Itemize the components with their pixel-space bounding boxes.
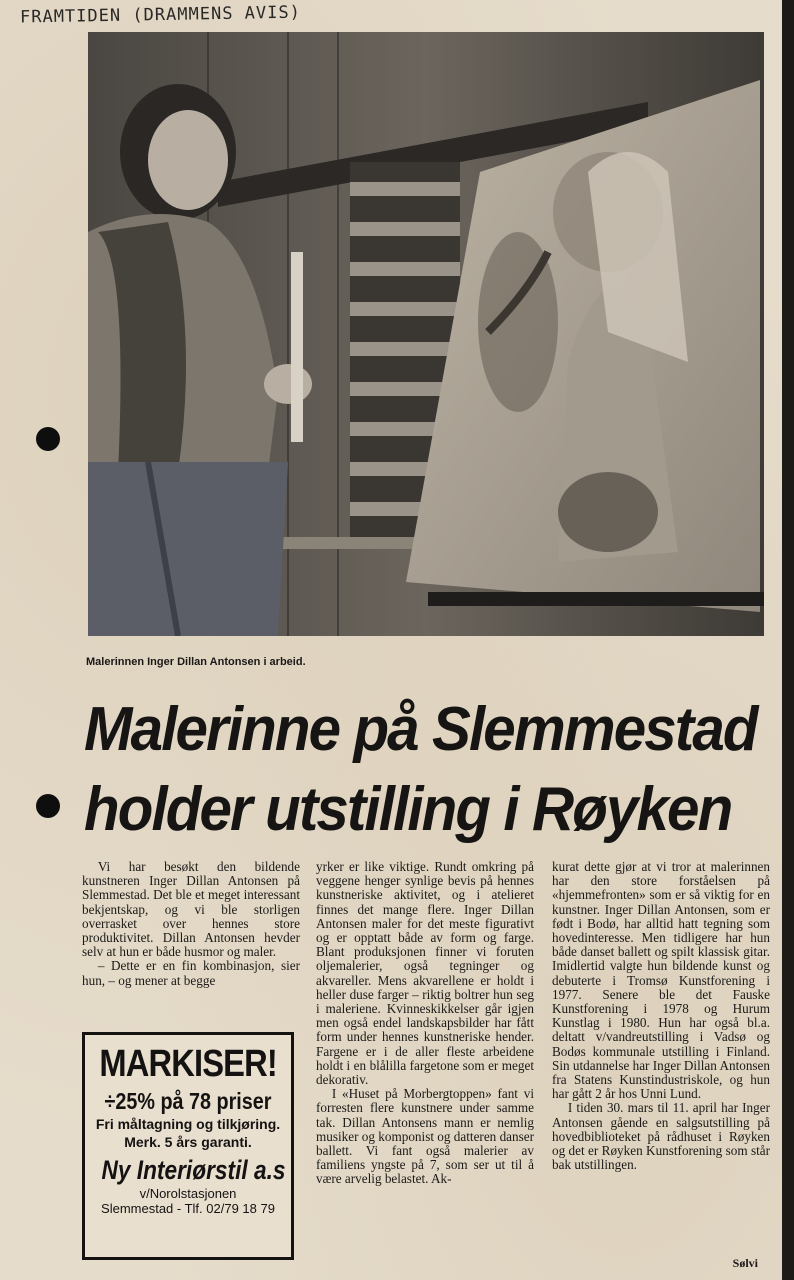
ad-discount: ÷25% på 78 priser: [104, 1088, 272, 1114]
article-column-2: [316, 860, 534, 1187]
author-signature: Sølvi: [732, 1256, 758, 1270]
paragraph: Vi har besøkt den bildende kunstneren Inger Dillan Antonsen på Slemmestad. Det ble et meget interessant bekjentskap, og vi ble storligen overrasket over hennes store produktivitet. Dillan Antonsen hevder selv at hun er både husmor og maler.: [82, 859, 300, 960]
punch-hole: [36, 794, 60, 818]
ad-line: Fri måltagning og tilkjøring.: [95, 1116, 281, 1132]
headline-line-1: Malerinne på Slemmestad: [84, 695, 757, 764]
headline: [84, 690, 757, 850]
ad-line: Merk. 5 års garanti.: [124, 1134, 252, 1150]
ad-contact: Slemmestad - Tlf. 02/79 18 79: [101, 1201, 275, 1216]
headline-line-2: holder utstilling i Røyken: [84, 775, 732, 844]
punch-hole: [36, 427, 60, 451]
article-column-3: [552, 860, 770, 1172]
paragraph: I «Huset på Morbergtoppen» fant vi forresten flere kunstnere under samme tak. Dillan Antonsens mann er nemlig musiker og komponist og datteren danser ballett. Vi fant også malerier av familiens yngste på 7, som ser ut til å være arvelig belastet. Ak-: [316, 1086, 534, 1187]
advertisement-box: [82, 1032, 294, 1260]
paragraph: yrker er like viktige. Rundt omkring på veggene henger synlige bevis på hennes kunstneriske aktivitet, og i atelieret finnes det mange flere. Inger Dillan Antonsen maler for det meste figurativt og er opptatt både av form og farge. Blant produksjonen finner vi foruten oljemalerier, også tegninger og akvareller. Mens akvarellene er holdt i heller duse farger – riktig boltrer hun seg i maleriene. Kvinneskikkelser går igjen men også endel landskapsbilder har fått form under hennes kunstneriske hender. Fargene er i de aller fleste arbeidene holdt i en blålilla fargetone som er meget dekorativ.: [316, 859, 534, 1088]
article-photo: [88, 32, 764, 636]
paragraph: kurat dette gjør at vi tror at malerinnen har den store forståelsen på «hjemmefronten» som er så viktig for en kunstner. Inger Dillan Antonsen, som er født i Bodø, har alltid hatt tegning som hovedinteresse. Men tidligere har hun både danset ballett og spilt klassisk gitar. Imidlertid valgte hun bildende kunst og debuterte i Tromsø Kunstforening i 1977. Senere ble det Fauske Kunstforening i 1978 og Hurum Kunstlag i 1980. Hun har også bl.a. deltatt v/vandreutstilling i Vadsø og Bodøs kommunale utstilling i Finland. Sin utdannelse har Inger Dillan Antonsen fra Statens Kunstindustriskole, og hun har gått 2 år hos Unni Lund.: [552, 859, 770, 1102]
article-column-1: [82, 860, 300, 988]
ad-company: Ny Interiørstil a.s: [101, 1155, 286, 1185]
ad-title: MARKISER!: [99, 1043, 277, 1085]
photo-caption: Malerinnen Inger Dillan Antonsen i arbeid.: [86, 656, 306, 668]
ad-location: v/Norolstasjonen: [139, 1186, 237, 1201]
clipping-label: FRAMTIDEN (DRAMMENS AVIS): [19, 2, 302, 28]
paragraph: – Dette er en fin kombinasjon, sier hun, – og mener at begge: [82, 958, 300, 988]
paragraph: I tiden 30. mars til 11. april har Inger Antonsen gående en salgsutstilling på hovedbiblioteket på rådhuset i Røyken og det er Røyken Kunstforening som står bak utstillingen.: [552, 1100, 770, 1173]
